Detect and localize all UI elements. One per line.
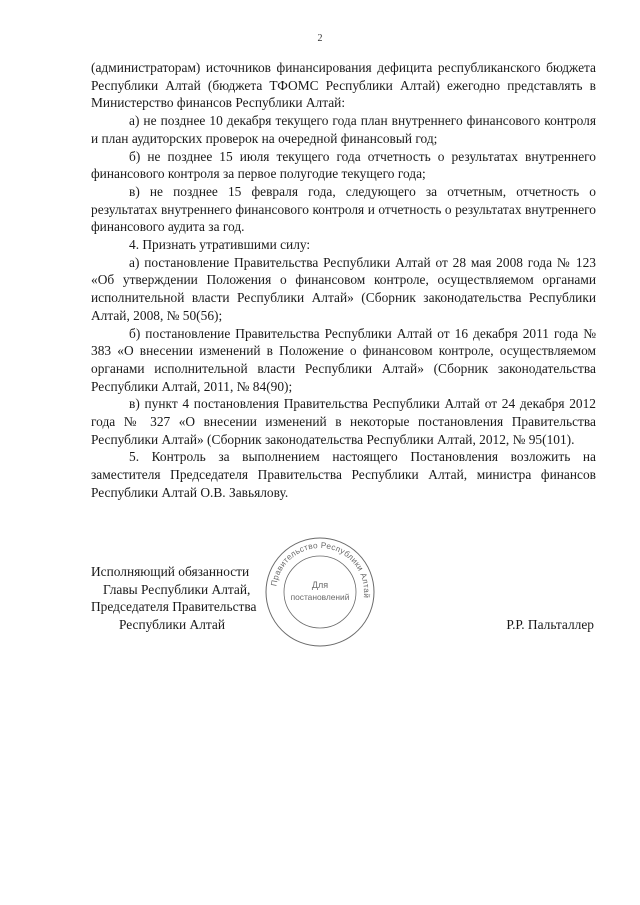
signatory-title-line4: Республики Алтай (119, 617, 226, 633)
paragraph-section-5: 5. Контроль за выполнением настоящего Постановления возложить на заместителя Председателя Правительства Республики Алтай, министра финансов Республики Алтай О.В. Завьялову. (91, 449, 596, 500)
paragraph-repeal-v: в) пункт 4 постановления Правительства Республики Алтай от 24 декабря 2012 года № 327 «О внесении изменений в некоторые постановления Правительства Республики Алтай» (Сборник законодательства Республики Алтай, 2012, № 95(101). (91, 396, 596, 447)
paragraph-section-4: 4. Признать утратившими силу: (129, 237, 311, 253)
paragraph-item-b: б) не позднее 15 июля текущего года отчетность о результатах внутреннего финансового контроля за первое полугодие текущего года; (91, 148, 596, 182)
paragraph-item-v: в) не позднее 15 февраля года, следующего за отчетным, отчетность о результатах внутреннего финансового контроля и отчетность о результатах внутреннего финансового аудита за год. (91, 183, 596, 235)
paragraph-repeal-a: а) постановление Правительства Республики Алтай от 28 мая 2008 года № 123 «Об утверждении Положения о финансовом контроле, осуществляемом органами исполнительной власти Республики Алтай» (Сборник законодательства Республики Алтай, 2008, № 50(56); (91, 254, 596, 323)
signatory-title-line1: Исполняющий обязанности (91, 564, 250, 579)
page-number: 2 (317, 33, 323, 44)
signatory-name: Р.Р. Пальталлер (506, 617, 594, 633)
stamp-inner-line1: Для (311, 580, 329, 590)
paragraph-repeal-b: б) постановление Правительства Республики Алтай от 16 декабря 2011 года № 383 «О внесении изменений в Положение о финансовом контроле, осуществляемом органами исполнительной власти Республики Алтай» (Сборник законодательства Республики Алтай, 2011, № 84(90); (91, 325, 596, 394)
document-body (91, 59, 596, 502)
stamp-outer-text: Правительство Республики Алтай (269, 540, 372, 599)
official-seal-stamp (264, 536, 376, 648)
signatory-title-line3: Председателя Правительства (91, 599, 257, 615)
stamp-inner-line2: постановлений (290, 592, 350, 602)
signatory-title-line2: Главы Республики Алтай, (103, 581, 251, 597)
paragraph-intro: (администраторам) источников финансирования дефицита республиканского бюджета Республики Алтай (бюджета ТФОМС Республики Алтай) ежегодно представлять в Министерство финансов Республики Алтай: (91, 60, 596, 111)
paragraph-item-a: а) не позднее 10 декабря текущего года план внутреннего финансового контроля и план аудиторских проверок на очередной финансовый год; (91, 113, 596, 146)
